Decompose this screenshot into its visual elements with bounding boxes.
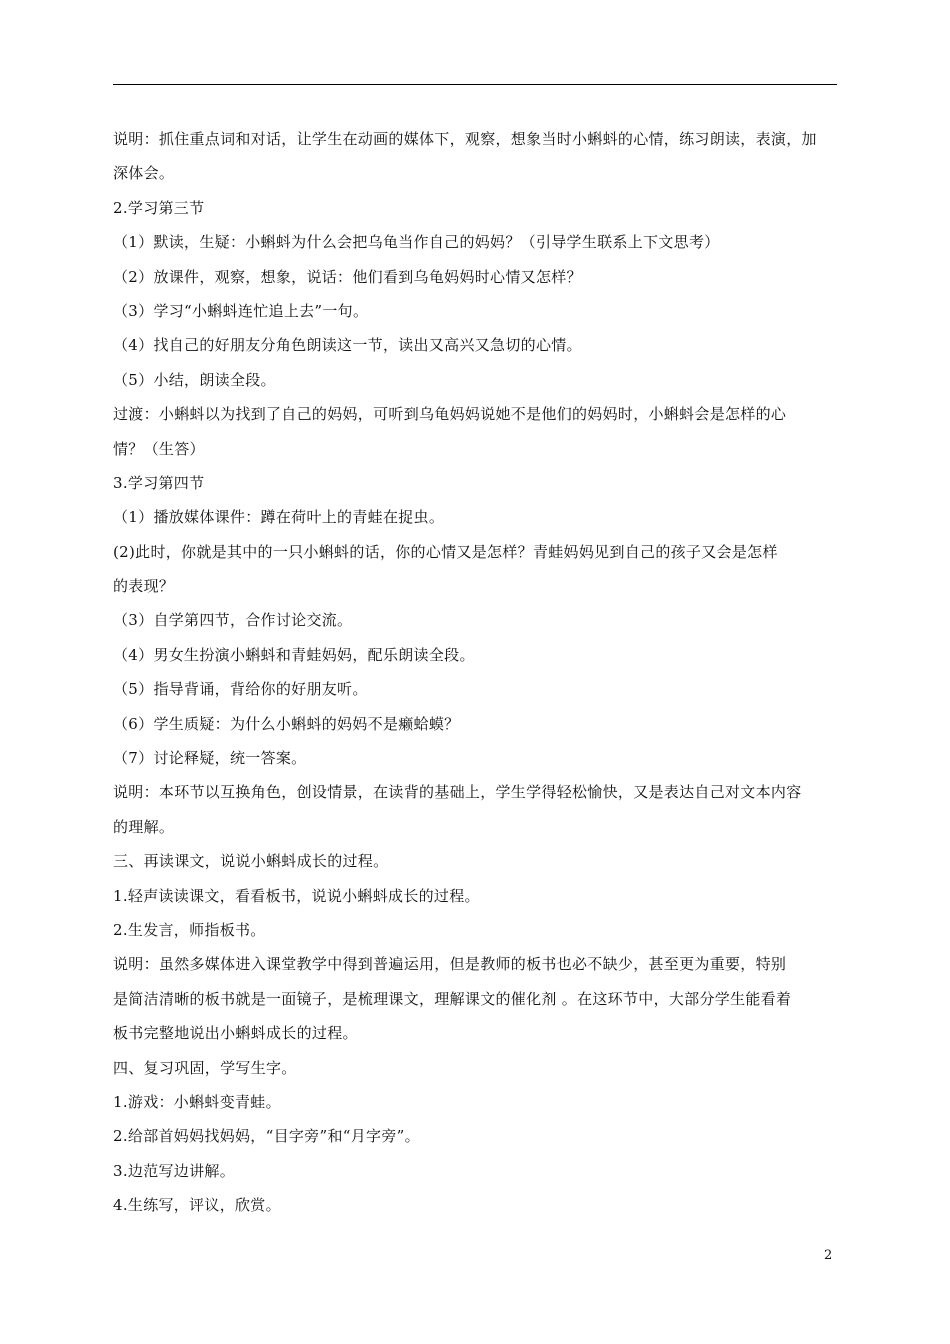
page-number: 2 <box>824 1248 833 1263</box>
text-line: 2.给部首妈妈找妈妈，“目字旁”和“月字旁”。 <box>113 1127 420 1146</box>
text-line: （4）找自己的好朋友分角色朗读这一节，读出又高兴又急切的心情。 <box>113 336 582 355</box>
text-line: （2）放课件，观察，想象，说话：他们看到乌龟妈妈时心情又怎样？ <box>113 267 582 286</box>
text-line: 四、复习巩固，学写生字。 <box>113 1058 297 1077</box>
text-line: 3.学习第四节 <box>113 473 205 492</box>
text-line: （7）讨论释疑，统一答案。 <box>113 749 307 768</box>
text-line: （3）学习“小蝌蚪连忙追上去”一句。 <box>113 301 369 320</box>
text-line: （5）指导背诵，背给你的好朋友听。 <box>113 680 368 699</box>
text-line: （6）学生质疑：为什么小蝌蚪的妈妈不是癞蛤蟆？ <box>113 714 460 733</box>
text-line: 的理解。 <box>113 817 175 836</box>
text-line: 的表现？ <box>113 577 175 596</box>
text-line: 过渡：小蝌蚪以为找到了自己的妈妈，可听到乌龟妈妈说她不是他们的妈妈时，小蝌蚪会是怎样的心 <box>113 405 787 424</box>
text-line: （1）默读，生疑：小蝌蚪为什么会把乌龟当作自己的妈妈？（引导学生联系上下文思考） <box>113 233 720 252</box>
text-line: 3.边范写边讲解。 <box>113 1161 236 1180</box>
text-line: 板书完整地说出小蝌蚪成长的过程。 <box>113 1024 358 1043</box>
text-line: 1.游戏：小蝌蚪变青蛙。 <box>113 1092 281 1111</box>
text-line: 说明：抓住重点词和对话，让学生在动画的媒体下，观察，想象当时小蝌蚪的心情，练习朗读，表演，加 <box>113 130 817 148</box>
text-line: （3）自学第四节，合作讨论交流。 <box>113 611 353 630</box>
text-line: （1）播放媒体课件：蹲在荷叶上的青蛙在捉虫。 <box>113 508 445 527</box>
text-line: 情？（生答） <box>113 439 205 458</box>
text-line: 说明：虽然多媒体进入课堂教学中得到普遍运用，但是教师的板书也必不缺少，甚至更为重要，特别 <box>113 955 787 974</box>
text-line: 4.生练写，评议，欣赏。 <box>113 1196 281 1215</box>
text-line: 1.轻声读读课文，看看板书，说说小蝌蚪成长的过程。 <box>113 886 480 905</box>
document-body <box>113 122 839 1223</box>
text-line: 是简洁清晰的板书就是一面镜子，是梳理课文，理解课文的催化剂 。在这环节中，大部分学生能看着 <box>113 989 792 1008</box>
text-line: 深体会。 <box>113 164 175 183</box>
text-line: （5）小结，朗读全段。 <box>113 370 276 389</box>
text-line: 2.生发言，师指板书。 <box>113 920 266 939</box>
text-line: 说明：本环节以互换角色，创设情景，在读背的基础上，学生学得轻松愉快，又是表达自己对文本内容 <box>113 783 802 802</box>
text-line: (2)此时，你就是其中的一只小蝌蚪的话，你的心情又是怎样？青蛙妈妈见到自己的孩子又会是怎样 <box>113 542 778 561</box>
text-line: 三、再读课文，说说小蝌蚪成长的过程。 <box>113 852 389 871</box>
text-line: （4）男女生扮演小蝌蚪和青蛙妈妈，配乐朗读全段。 <box>113 645 475 664</box>
header-rule <box>113 84 837 85</box>
text-line: 2.学习第三节 <box>113 198 205 217</box>
